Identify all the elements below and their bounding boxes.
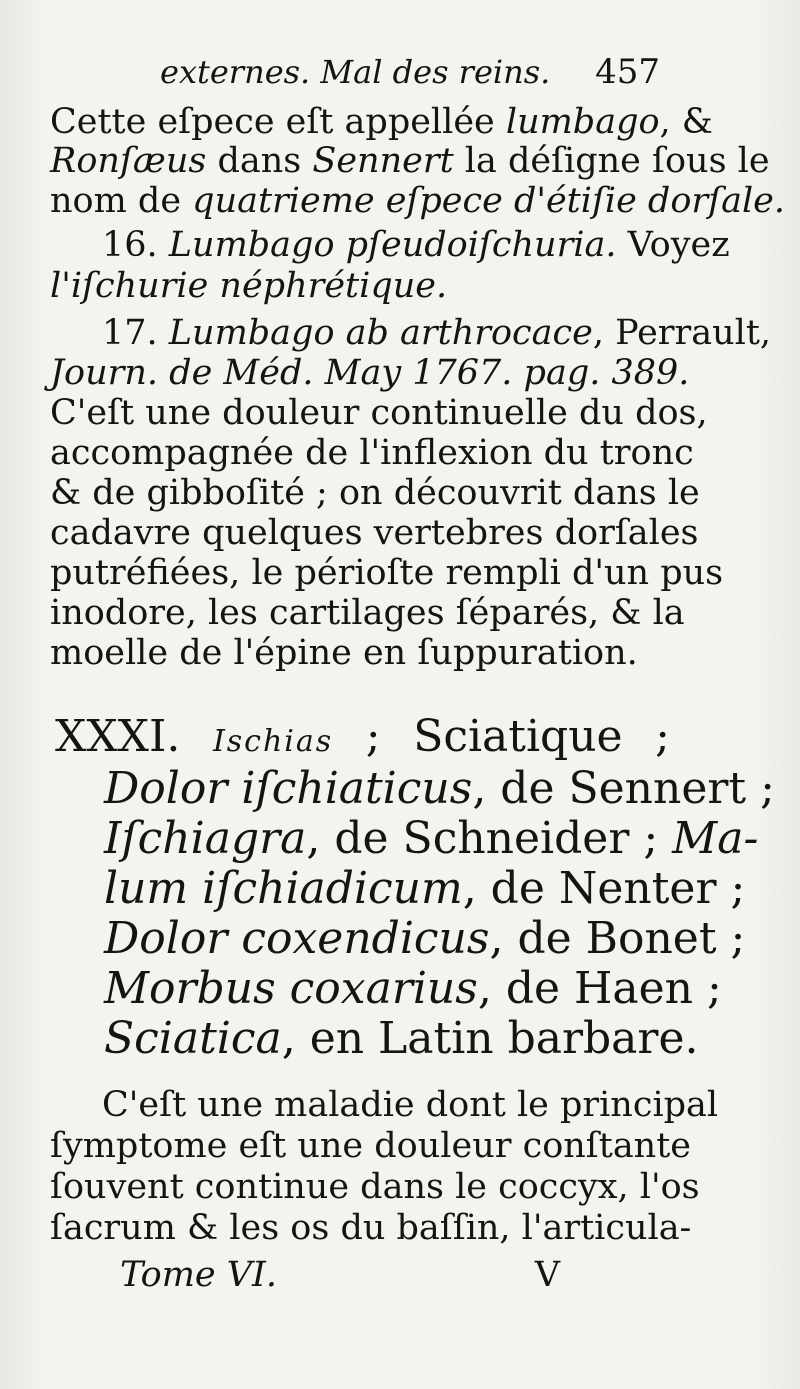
volume-mark: Tome VI. — [120, 1255, 277, 1295]
text-line: Cette eſpece eſt appellée lumbago, & — [50, 102, 713, 142]
text-line: Journ. de Méd. May 1767. pag. 389. — [50, 353, 690, 393]
text-line: l'iſchurie néphrétique. — [50, 266, 448, 306]
page-footer — [120, 1255, 560, 1295]
signature-mark: V — [534, 1255, 560, 1295]
text-line: & de gibboſité ; on découvrit dans le — [50, 473, 700, 513]
text-line: ſymptome eſt une douleur conſtante — [50, 1126, 692, 1166]
text-line: Ronſæus dans Sennert la déſigne ſous le — [50, 141, 770, 181]
page-number: 457 — [595, 52, 660, 92]
running-header — [160, 52, 660, 92]
text-line: C'eſt une maladie dont le principal — [102, 1085, 719, 1125]
section-heading: XXXI. Ischias ; Sciatique ; — [55, 711, 670, 762]
text-line: 17. Lumbago ab arthrocace, Perrault, — [102, 313, 772, 353]
section-synonym: lum iſchiadicum, de Nenter ; — [104, 863, 746, 914]
section-synonym: Sciatica, en Latin barbare. — [104, 1013, 699, 1064]
text-line: moelle de l'épine en ſuppuration. — [50, 633, 638, 673]
section-synonym: Morbus coxarius, de Haen ; — [104, 963, 722, 1014]
text-line: accompagnée de l'inflexion du tronc — [50, 433, 694, 473]
text-line: inodore, les cartilages ſéparés, & la — [50, 593, 685, 633]
section-synonym: Dolor coxendicus, de Bonet ; — [104, 913, 746, 964]
section-synonym: Iſchiagra, de Schneider ; Ma- — [104, 813, 759, 864]
text-line: ſacrum & les os du baſſin, l'articula- — [50, 1208, 692, 1248]
text-line: nom de quatrieme eſpece d'étiſie dorſale. — [50, 181, 785, 221]
text-line: ſouvent continue dans le coccyx, l'os — [50, 1167, 700, 1207]
text-line: putréfiées, le périoſte rempli d'un pus — [50, 553, 724, 593]
text-line: C'eſt une douleur continuelle du dos, — [50, 393, 708, 433]
running-title: externes. Mal des reins. — [160, 53, 551, 91]
section-synonym: Dolor iſchiaticus, de Sennert ; — [104, 763, 775, 814]
text-line: 16. Lumbago pſeudoiſchuria. Voyez — [102, 225, 730, 265]
text-line: cadavre quelques vertebres dorſales — [50, 513, 699, 553]
